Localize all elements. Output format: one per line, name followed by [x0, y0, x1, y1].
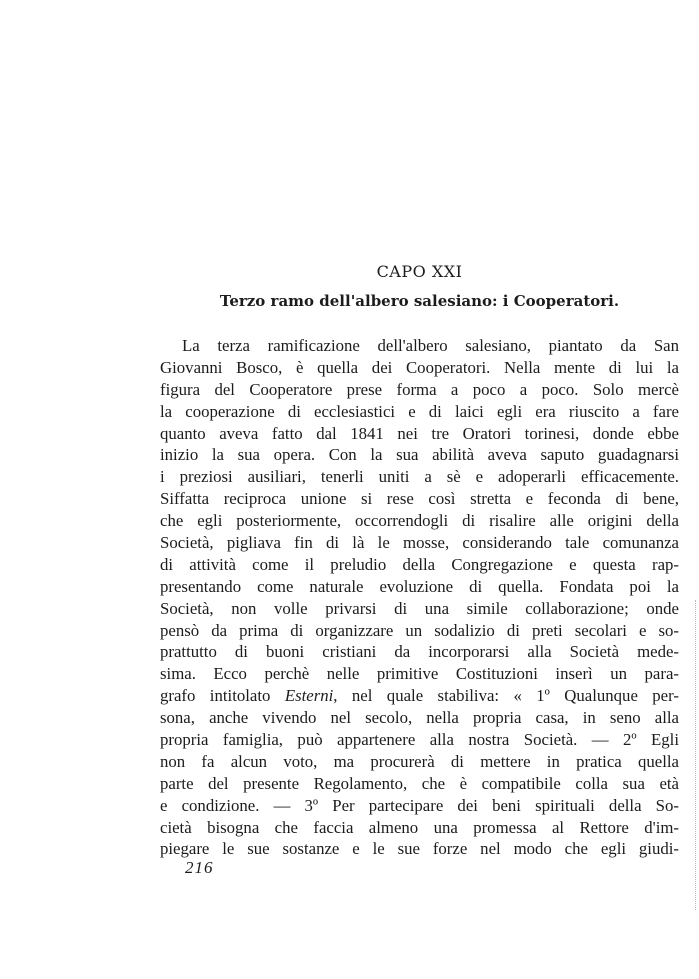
text-line: piegare le sue sostanze e le sue forze nel modo che egli giudi- — [160, 839, 679, 859]
body-paragraph — [160, 335, 679, 860]
text-line: prattutto di buoni cristiani da incorporarsi alla Società mede- — [160, 642, 679, 662]
emphasized-term: Esterni — [284, 686, 334, 706]
text-line: presentando come naturale evoluzione di quella. Fondata poi la — [160, 576, 679, 596]
text-line: di attività come il preludio della Congregazione e questa rap- — [160, 554, 679, 574]
text-line: sima. Ecco perchè nelle primitive Costituzioni inserì un para- — [160, 664, 679, 684]
text-line: Società, non volle privarsi di una simile collaborazione; onde — [160, 598, 679, 618]
text-line: Società, pigliava fin di là le mosse, considerando tale comunanza — [160, 533, 679, 553]
text-line: La terza ramificazione dell'albero salesiano, piantato da San — [182, 336, 679, 355]
text-line: non fa alcun voto, ma procurerà di mettere in pratica quella — [160, 751, 679, 771]
text-line: grafo intitolato Esterni, nel quale stabiliva: « 1º Qualunque per- — [160, 686, 679, 706]
text-line: inizio la sua opera. Con la sua abilità aveva saputo guadagnarsi — [160, 445, 679, 465]
text-line: la cooperazione di ecclesiastici e di laici egli era riuscito a fare — [160, 401, 679, 421]
text-line: sona, anche vivendo nel secolo, nella propria casa, in seno alla — [160, 708, 679, 728]
text-line: i preziosi ausiliari, tenerli uniti a sè e adoperarli efficacemente. — [160, 467, 679, 487]
page-number: 216 — [185, 858, 214, 877]
text-line: cietà bisogna che faccia almeno una promessa al Rettore d'im- — [160, 817, 679, 837]
text-line: figura del Cooperatore prese forma a poco a poco. Solo mercè — [160, 379, 679, 399]
chapter-label: CAPO XXI — [376, 262, 463, 281]
text-line: quanto aveva fatto dal 1841 nei tre Oratori torinesi, donde ebbe — [160, 423, 679, 443]
text-line: Siffatta reciproca unione si rese così stretta e feconda di bene, — [160, 489, 679, 509]
chapter-title: Terzo ramo dell'albero salesiano: i Cooperatori. — [219, 292, 620, 310]
text-line: propria famiglia, può appartenere alla nostra Società. — 2º Egli — [160, 730, 679, 750]
text-line: che egli posteriormente, occorrendogli di risalire alle origini della — [160, 511, 679, 531]
text-line: Giovanni Bosco, è quella dei Cooperatori. Nella mente di lui la — [160, 357, 679, 377]
text-line: e condizione. — 3º Per partecipare dei beni spirituali della So- — [160, 795, 679, 815]
text-line: pensò da prima di organizzare un sodalizio di preti secolari e so- — [160, 620, 679, 640]
page-edge-mark — [694, 600, 696, 910]
text-line: parte del presente Regolamento, che è compatibile colla sua età — [160, 773, 679, 793]
